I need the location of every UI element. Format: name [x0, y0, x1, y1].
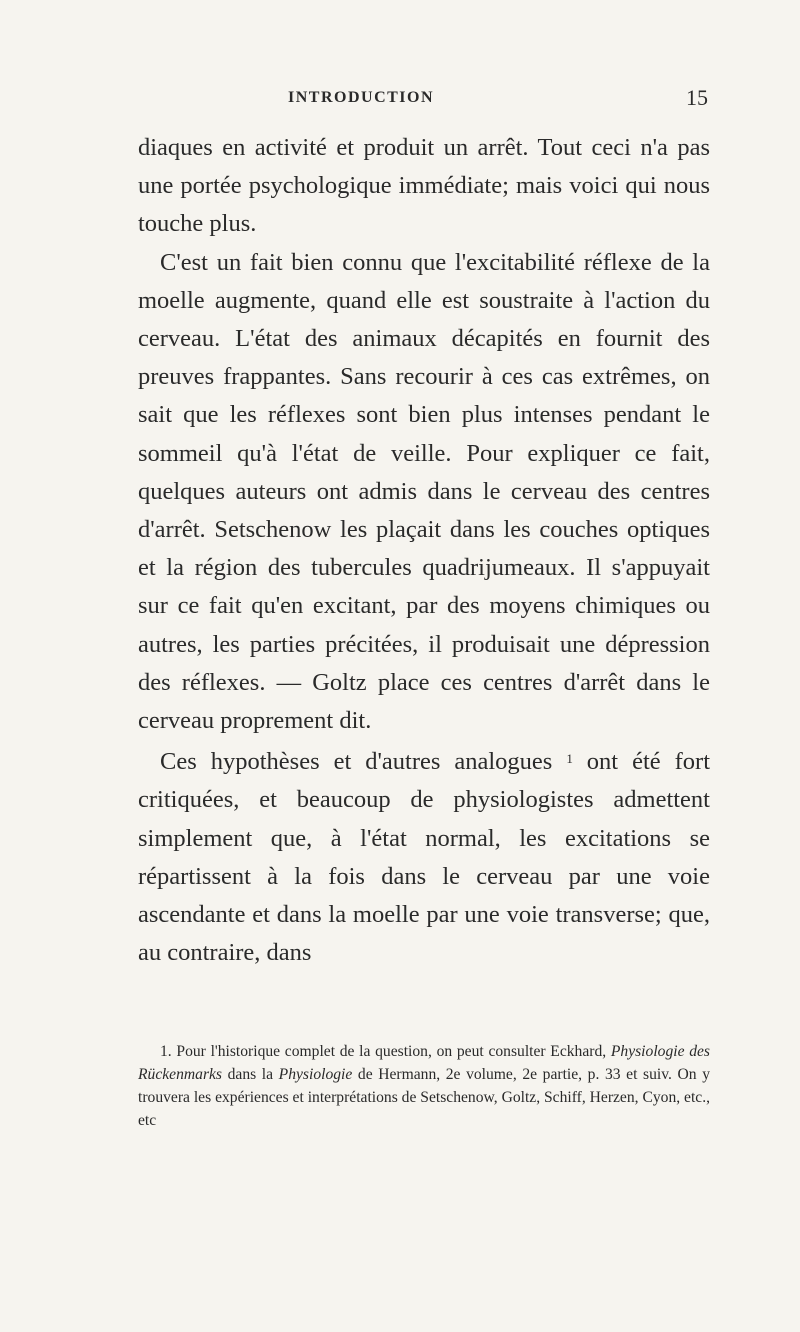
paragraph-3 [138, 740, 710, 972]
paragraph-1: diaques en activité et produit un arrêt. Tout ceci n'a pas une portée psychologique immédiate; mais voici qui nous touche plus. [138, 134, 710, 238]
main-text [138, 129, 710, 972]
running-header [138, 85, 708, 119]
footnote-number: 1. [160, 1043, 172, 1060]
paragraph-3-start: Ces hypothèses et d'autres analogues [160, 748, 553, 776]
running-title: INTRODUCTION [288, 89, 435, 106]
footnote-reference: 1 [566, 751, 573, 767]
footnote [138, 1040, 710, 1132]
paragraph-2: C'est un fait bien connu que l'excitabilité réflexe de la moelle augmente, quand elle est soustraite à l'action du cerveau. L'état des animaux décapités en fournit des preuves frappantes. Sans recourir à ces cas extrêmes, on sait que les réflexes sont bien plus intenses pendant le sommeil qu'à l'état de veille. Pour expliquer ce fait, quelques auteurs ont admis dans le cerveau des centres d'arrêt. Setschenow les plaçait dans les couches optiques et la région des tubercules quadrijumeaux. Il s'appuyait sur ce fait qu'en excitant, par des moyens chimiques ou autres, les parties précitées, il produisait une dépression des réflexes. — Goltz place ces centres d'arrêt dans le cerveau proprement dit. [138, 248, 710, 735]
page-number: 15 [686, 85, 708, 110]
footnote-text-3: de Hermann, 2e volume, 2e partie, p. 33 et suiv. On y trouvera les expériences et interprétations de Setschenow, Goltz, Schiff, Herzen, Cyon, etc., etc [138, 1066, 711, 1129]
footnote-title-1: Physiologie des Rückenmarks [138, 1043, 710, 1083]
paragraph-3-end: ont été fort critiquées, et beaucoup de physiologistes admettent simplement que, à l'état normal, les excitations se répartissent à la fois dans le cerveau par une voie ascendante et dans la moelle par une voie transverse; que, au contraire, dans [138, 748, 710, 967]
footnote-title-2: Physiologie [278, 1066, 353, 1083]
footnote-text-1: Pour l'historique complet de la question, on peut consulter Eckhard, [171, 1043, 611, 1060]
footnote-text-2: dans la [222, 1066, 279, 1083]
